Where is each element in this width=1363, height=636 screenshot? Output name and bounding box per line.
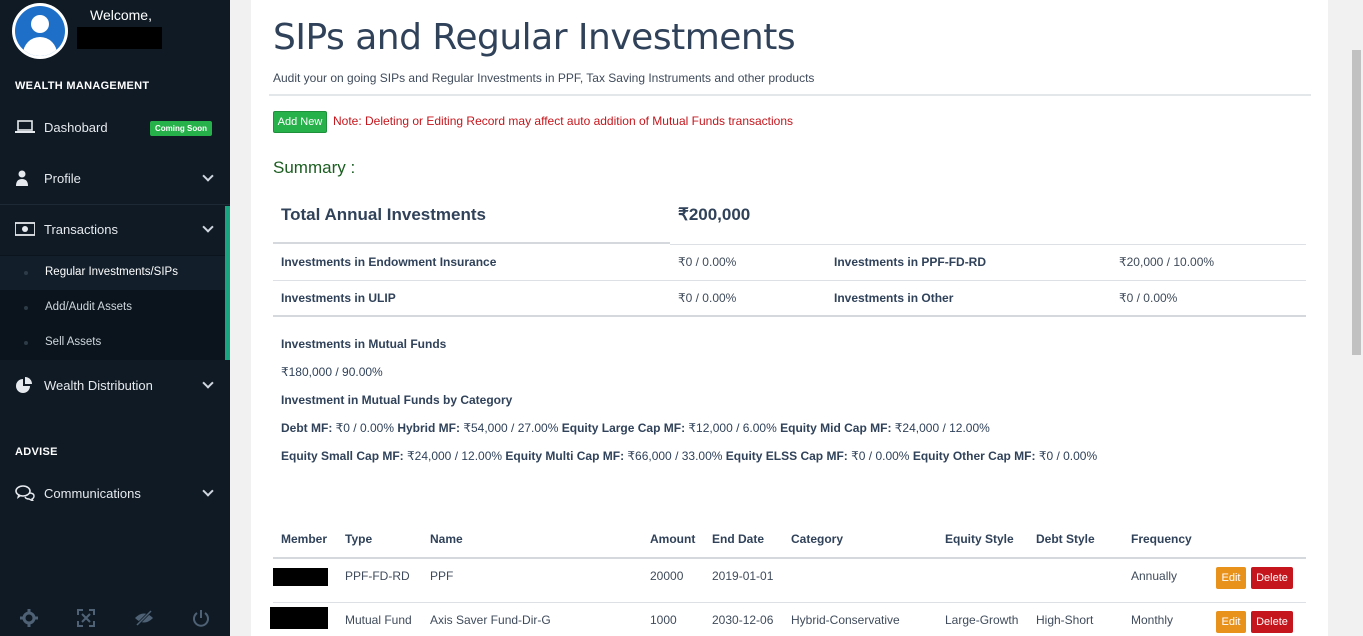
power-icon (192, 609, 210, 627)
submenu-item-add-audit-assets[interactable] (45, 301, 132, 313)
cell-name: PPF (430, 569, 454, 583)
add-new-button[interactable]: Add New (273, 111, 327, 133)
total-annual-investments-label: Total Annual Investments (281, 205, 486, 224)
coming-soon-badge: Coming Soon (150, 121, 212, 136)
sidebar-item-wealth-distribution[interactable] (0, 360, 230, 410)
column-header-name[interactable]: Name (430, 532, 463, 546)
sidebar (0, 0, 230, 636)
cell-end-date: 2019-01-01 (712, 569, 774, 583)
gear-icon (20, 609, 38, 627)
mf-category-line-1 (281, 421, 990, 435)
category-value: ₹0 / 0.00% (847, 449, 913, 463)
category-key: Equity Large Cap MF: (561, 421, 686, 435)
other-label: Investments in Other (834, 291, 954, 305)
page-subtitle: Audit your on going SIPs and Regular Investments in PPF, Tax Saving Instruments and other products (273, 71, 815, 85)
edit-button[interactable]: Edit (1216, 567, 1246, 589)
delete-button[interactable]: Delete (1251, 611, 1293, 633)
column-header-equity-style[interactable]: Equity Style (945, 532, 1014, 546)
category-value: ₹24,000 / 12.00% (403, 449, 506, 463)
summary-heading: Summary : (273, 158, 356, 177)
chevron-down-icon (202, 170, 213, 181)
sidebar-item-transactions[interactable] (0, 204, 230, 254)
comments-icon (15, 485, 35, 501)
scrollbar[interactable] (1350, 0, 1363, 636)
divider (273, 242, 670, 244)
avatar[interactable] (12, 3, 68, 59)
divider (670, 244, 1306, 245)
user-name-redacted (77, 27, 162, 49)
category-key: Equity Other Cap MF: (912, 449, 1036, 463)
divider (273, 602, 1306, 603)
logout-button[interactable] (173, 600, 231, 636)
member-redacted (273, 568, 328, 586)
sidebar-item-label: Profile (44, 170, 81, 186)
sidebar-item-dashboard[interactable] (0, 102, 230, 152)
submenu-label: Add/Audit Assets (45, 301, 132, 313)
category-key: Debt MF: (281, 421, 333, 435)
submenu-item-regular-investments[interactable] (45, 266, 178, 278)
sidebar-item-communications[interactable] (0, 468, 230, 518)
chevron-down-icon (202, 485, 213, 496)
welcome-text: Welcome, (90, 7, 152, 23)
warning-note: Note: Deleting or Editing Record may affect auto addition of Mutual Funds transactions (333, 114, 794, 128)
category-value: ₹66,000 / 33.00% (624, 449, 726, 463)
fullscreen-icon (77, 609, 95, 627)
column-header-category[interactable]: Category (791, 532, 844, 546)
endowment-label: Investments in Endowment Insurance (281, 255, 497, 269)
ulip-value: ₹0 / 0.00% (678, 291, 737, 305)
column-header-type[interactable]: Type (345, 532, 373, 546)
sidebar-item-profile[interactable] (0, 153, 230, 203)
column-header-debt-style[interactable]: Debt Style (1036, 532, 1095, 546)
laptop-icon (15, 119, 35, 135)
settings-button[interactable] (0, 600, 58, 636)
column-header-frequency[interactable]: Frequency (1131, 532, 1192, 546)
other-value: ₹0 / 0.00% (1119, 291, 1178, 305)
category-key: Equity Multi Cap MF: (505, 449, 625, 463)
chevron-down-icon (202, 221, 213, 232)
cell-equity-style: Large-Growth (945, 613, 1019, 627)
cell-type: PPF-FD-RD (345, 569, 410, 583)
category-key: Equity ELSS Cap MF: (725, 449, 848, 463)
bullet-icon (24, 306, 28, 310)
main-panel (251, 0, 1328, 636)
cell-debt-style: High-Short (1036, 613, 1094, 627)
endowment-value: ₹0 / 0.00% (678, 255, 737, 269)
cell-type: Mutual Fund (345, 613, 412, 627)
lock-screen-button[interactable] (115, 600, 173, 636)
submenu-item-sell-assets[interactable] (45, 336, 101, 348)
submenu-label: Regular Investments/SIPs (45, 266, 178, 278)
profile-header (0, 0, 230, 62)
divider (269, 94, 1311, 96)
ulip-label: Investments in ULIP (281, 291, 396, 305)
sidebar-item-label: Dashobard (44, 119, 108, 135)
column-header-member[interactable]: Member (281, 532, 328, 546)
bullet-icon (24, 341, 28, 345)
user-icon (15, 170, 35, 186)
category-key: Hybrid MF: (397, 421, 461, 435)
delete-button[interactable]: Delete (1251, 567, 1293, 589)
user-icon (15, 6, 65, 56)
mf-category-line-2 (281, 449, 1097, 463)
sidebar-item-label: Transactions (44, 221, 118, 237)
pie-chart-icon (15, 377, 35, 393)
submenu-label: Sell Assets (45, 336, 102, 348)
scrollbar-thumb[interactable] (1352, 50, 1361, 355)
category-value: ₹0 / 0.00% (1035, 449, 1098, 463)
section-wealth-management: WEALTH MANAGEMENT (15, 80, 150, 92)
category-value: ₹54,000 / 27.00% (460, 421, 562, 435)
section-advise: ADVISE (15, 446, 58, 458)
cell-end-date: 2030-12-06 (712, 613, 774, 627)
category-key: Equity Small Cap MF: (281, 449, 404, 463)
divider (273, 280, 1306, 281)
sidebar-footer (0, 600, 230, 636)
cell-category: Hybrid-Conservative (791, 613, 900, 627)
category-value: ₹0 / 0.00% (332, 421, 398, 435)
money-bill-icon (15, 221, 35, 237)
cell-amount: 1000 (650, 613, 677, 627)
bullet-icon (24, 271, 28, 275)
divider (273, 557, 1306, 559)
active-indicator (225, 206, 230, 360)
total-annual-investments-value: ₹200,000 (678, 205, 751, 224)
sidebar-item-label: Communications (44, 485, 141, 501)
chevron-down-icon (202, 377, 213, 388)
cell-name: Axis Saver Fund-Dir-G (430, 613, 551, 627)
divider (273, 315, 1306, 317)
mutual-funds-value: ₹180,000 / 90.00% (281, 365, 383, 379)
cell-frequency: Annually (1131, 569, 1178, 583)
category-value: ₹24,000 / 12.00% (891, 421, 990, 435)
sidebar-item-label: Wealth Distribution (44, 377, 153, 393)
category-value: ₹12,000 / 6.00% (685, 421, 781, 435)
mutual-funds-label: Investments in Mutual Funds (281, 337, 447, 351)
column-header-end-date[interactable]: End Date (712, 532, 765, 546)
page-title: SIPs and Regular Investments (273, 17, 796, 58)
cell-frequency: Monthly (1131, 613, 1174, 627)
column-header-amount[interactable]: Amount (650, 532, 696, 546)
fullscreen-button[interactable] (58, 600, 116, 636)
ppf-fd-rd-value: ₹20,000 / 10.00% (1119, 255, 1215, 269)
eye-slash-icon (134, 609, 154, 627)
ppf-fd-rd-label: Investments in PPF-FD-RD (834, 255, 987, 269)
cell-amount: 20000 (650, 569, 684, 583)
edit-button[interactable]: Edit (1216, 611, 1246, 633)
category-key: Equity Mid Cap MF: (780, 421, 892, 435)
mf-category-label: Investment in Mutual Funds by Category (281, 393, 513, 407)
member-redacted (270, 607, 328, 629)
